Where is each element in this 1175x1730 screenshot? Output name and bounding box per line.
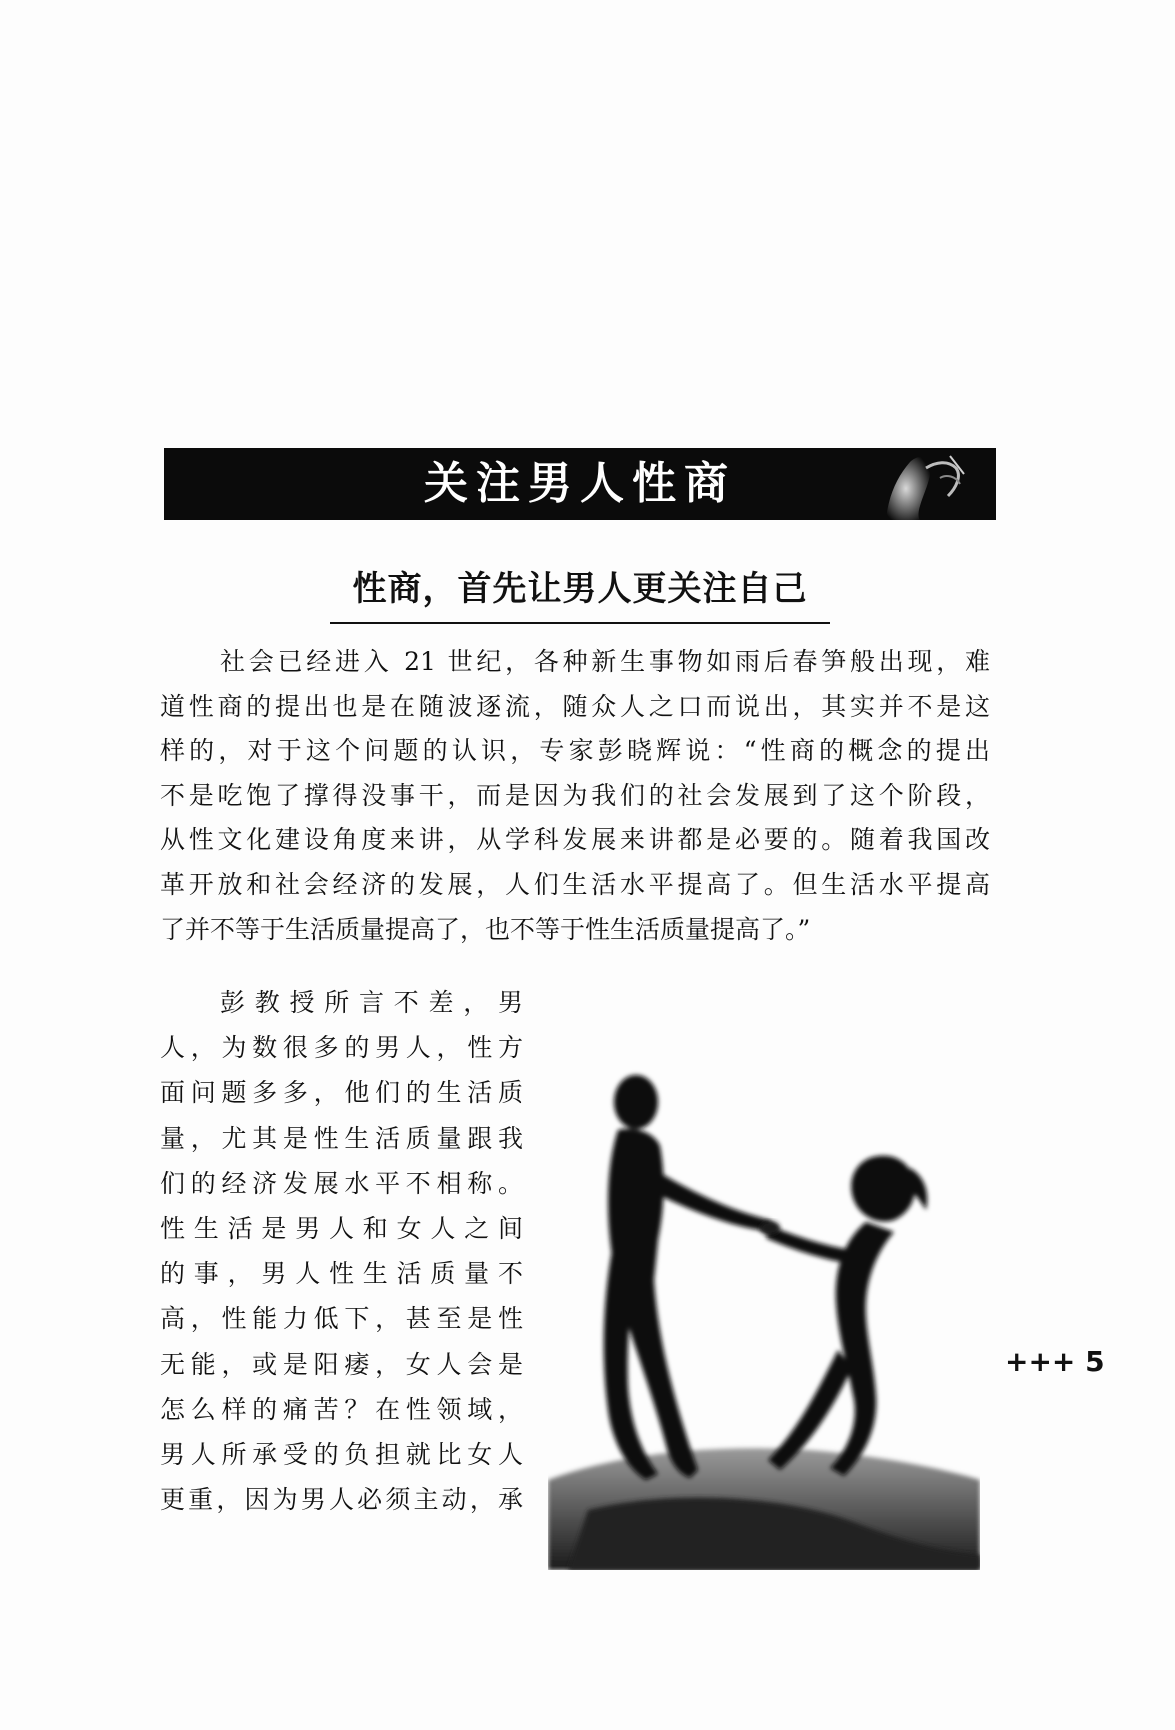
section-banner <box>164 448 996 520</box>
paragraph-1 <box>160 640 990 952</box>
text-line: 人，为数很多的男人，性方 <box>160 1033 525 1063</box>
text-line: 道性商的提出也是在随波逐流，随众人之口而说出，其实并不是这 <box>160 691 990 721</box>
text-line: 男人所承受的负担就比女人 <box>160 1440 525 1470</box>
page-number: +++ 5 <box>1005 1345 1105 1378</box>
text-line: 高，性能力低下，甚至是性 <box>160 1304 525 1334</box>
text-line: 样的，对于这个问题的认识，专家彭晓辉说：“性商的概念的提出 <box>160 736 990 766</box>
text-line: 革开放和社会经济的发展，人们生活水平提高了。但生活水平提高 <box>160 869 990 899</box>
section-title: 关注男人性商 <box>424 458 736 509</box>
text-line: 无能，或是阳痿，女人会是 <box>160 1349 525 1379</box>
text-line: 不是吃饱了撑得没事干，而是因为我们的社会发展到了这个阶段， <box>160 780 990 810</box>
text-line: 怎么样的痛苦？在性领域， <box>160 1394 525 1424</box>
text-line: 彭教授所言不差，男 <box>220 988 525 1017</box>
article-heading: 性商，首先让男人更关注自己 <box>330 560 830 624</box>
text-line: 面问题多多，他们的生活质 <box>160 1078 525 1108</box>
paragraph-2 <box>160 980 525 1522</box>
text-line: 了并不等于生活质量提高了，也不等于性生活质量提高了。” <box>160 914 811 944</box>
text-line: 社会已经进入 21 世纪，各种新生事物如雨后春笋般出现，难 <box>220 647 990 676</box>
dancing-couple-silhouette <box>548 1050 980 1570</box>
text-line: 们的经济发展水平不相称。 <box>160 1168 525 1198</box>
text-line: 更重，因为男人必须主动，承 <box>160 1485 525 1515</box>
text-line: 性生活是男人和女人之间 <box>160 1214 525 1244</box>
text-line: 的事，男人性生活质量不 <box>160 1259 525 1289</box>
text-line: 量，尤其是性生活质量跟我 <box>160 1123 525 1153</box>
text-line: 从性文化建设角度来讲，从学科发展来讲都是必要的。随着我国改 <box>160 825 990 855</box>
banner-hand-photo <box>866 448 996 520</box>
